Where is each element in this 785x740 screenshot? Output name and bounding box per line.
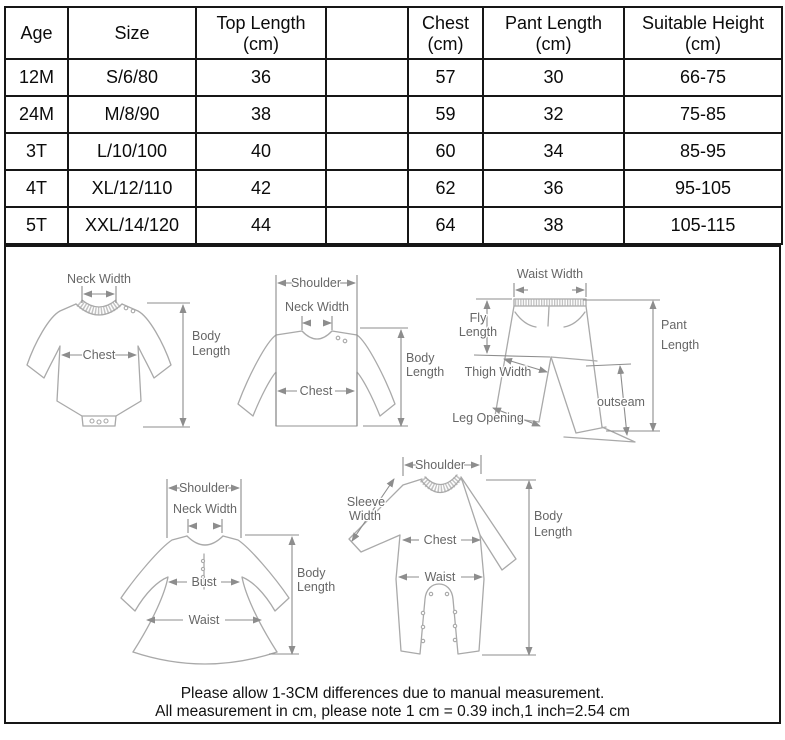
dress-neck-width-label: Neck Width (173, 502, 237, 516)
column-header-size: Size (68, 7, 196, 59)
bodysuit-neck-width-label: Neck Width (67, 272, 131, 286)
romper-sleeve-width-label: Width (349, 509, 381, 523)
table-cell: M/8/90 (68, 96, 196, 133)
top-outline (238, 331, 395, 426)
column-header-chest: Chest (cm) (408, 7, 483, 59)
romper-sleeve-width-label: Sleeve (346, 495, 386, 509)
table-cell: 60 (408, 133, 483, 170)
top-diagram (229, 265, 449, 460)
table-cell: 36 (196, 59, 326, 96)
shorts-waist-width-label: Waist Width (516, 267, 584, 281)
table-cell: 30 (483, 59, 624, 96)
measurement-diagrams-panel (4, 245, 781, 724)
shorts-fly-length-label: Fly (469, 311, 487, 325)
dress-waist-label: Waist (188, 613, 220, 627)
bodysuit-body-length-label: Length (192, 344, 231, 358)
table-cell: 36 (483, 170, 624, 207)
size-table (4, 6, 783, 245)
shorts-thigh-width-label: Thigh Width (464, 365, 532, 379)
table-cell (326, 170, 408, 207)
table-cell: 105-115 (624, 207, 782, 244)
shorts-diagram (449, 265, 699, 450)
table-cell: L/10/100 (68, 133, 196, 170)
table-cell: 59 (408, 96, 483, 133)
table-cell: 95-105 (624, 170, 782, 207)
table-cell: 57 (408, 59, 483, 96)
table-cell (326, 207, 408, 244)
romper-waist-label: Waist (424, 570, 456, 584)
table-cell: 32 (483, 96, 624, 133)
top-body-length-label: Body (406, 351, 435, 365)
romper-chest-label: Chest (423, 533, 457, 547)
table-row (5, 207, 782, 244)
table-cell: S/6/80 (68, 59, 196, 96)
column-header-pant-length: Pant Length (cm) (483, 7, 624, 59)
top-body-length-label: Length (406, 365, 445, 379)
dress-bust-label: Bust (191, 575, 217, 589)
table-cell: 4T (5, 170, 68, 207)
table-cell: 34 (483, 133, 624, 170)
column-header-suitable-height: Suitable Height (cm) (624, 7, 782, 59)
shorts-pant-length-label: Pant (661, 318, 687, 332)
dress-outline (121, 536, 289, 664)
measurement-note-line2: All measurement in cm, please note 1 cm = 0.39 inch,1 inch=2.54 cm (155, 702, 630, 720)
table-row (5, 96, 782, 133)
table-cell: 44 (196, 207, 326, 244)
top-chest-label: Chest (299, 384, 333, 398)
table-cell: XXL/14/120 (68, 207, 196, 244)
top-neck-width-label: Neck Width (285, 300, 349, 314)
table-cell: 38 (483, 207, 624, 244)
column-header-top-length: Top Length (cm) (196, 7, 326, 59)
table-cell: 85-95 (624, 133, 782, 170)
romper-diagram (339, 447, 579, 667)
bodysuit-diagram (14, 262, 244, 452)
table-cell: 40 (196, 133, 326, 170)
shorts-pant-length-label: Length (661, 338, 700, 352)
table-cell: 75-85 (624, 96, 782, 133)
column-header-age: Age (5, 7, 68, 59)
table-cell: 64 (408, 207, 483, 244)
table-row (5, 170, 782, 207)
table-cell (326, 59, 408, 96)
table-cell: 38 (196, 96, 326, 133)
dress-body-length-label: Body (297, 566, 326, 580)
table-cell: 42 (196, 170, 326, 207)
table-cell: XL/12/110 (68, 170, 196, 207)
shorts-leg-opening-label: Leg Opening (452, 411, 524, 425)
bodysuit-body-length-label: Body (192, 329, 221, 343)
column-header-spacer (326, 7, 408, 59)
romper-body-length-label: Body (534, 509, 563, 523)
romper-body-length-label: Length (534, 525, 573, 539)
table-cell: 24M (5, 96, 68, 133)
romper-shoulder-label: Shoulder (414, 458, 466, 472)
table-cell: 3T (5, 133, 68, 170)
table-cell: 62 (408, 170, 483, 207)
table-cell: 66-75 (624, 59, 782, 96)
bodysuit-outline (27, 300, 171, 426)
dress-body-length-label: Length (297, 580, 336, 594)
table-cell (326, 133, 408, 170)
table-row (5, 133, 782, 170)
shorts-outseam-label: outseam (597, 395, 645, 409)
dress-diagram (99, 467, 344, 677)
table-row (5, 59, 782, 96)
table-cell: 12M (5, 59, 68, 96)
top-dimension-lines (276, 275, 408, 426)
header-row (5, 7, 782, 59)
measurement-note-line1: Please allow 1-3CM differences due to manual measurement. (180, 685, 605, 702)
dress-shoulder-label: Shoulder (178, 481, 230, 495)
bodysuit-chest-label: Chest (82, 348, 116, 362)
shorts-fly-length-label: Length (458, 325, 498, 339)
measurement-note (6, 685, 779, 720)
top-shoulder-label: Shoulder (290, 276, 342, 290)
table-cell: 5T (5, 207, 68, 244)
table-cell (326, 96, 408, 133)
